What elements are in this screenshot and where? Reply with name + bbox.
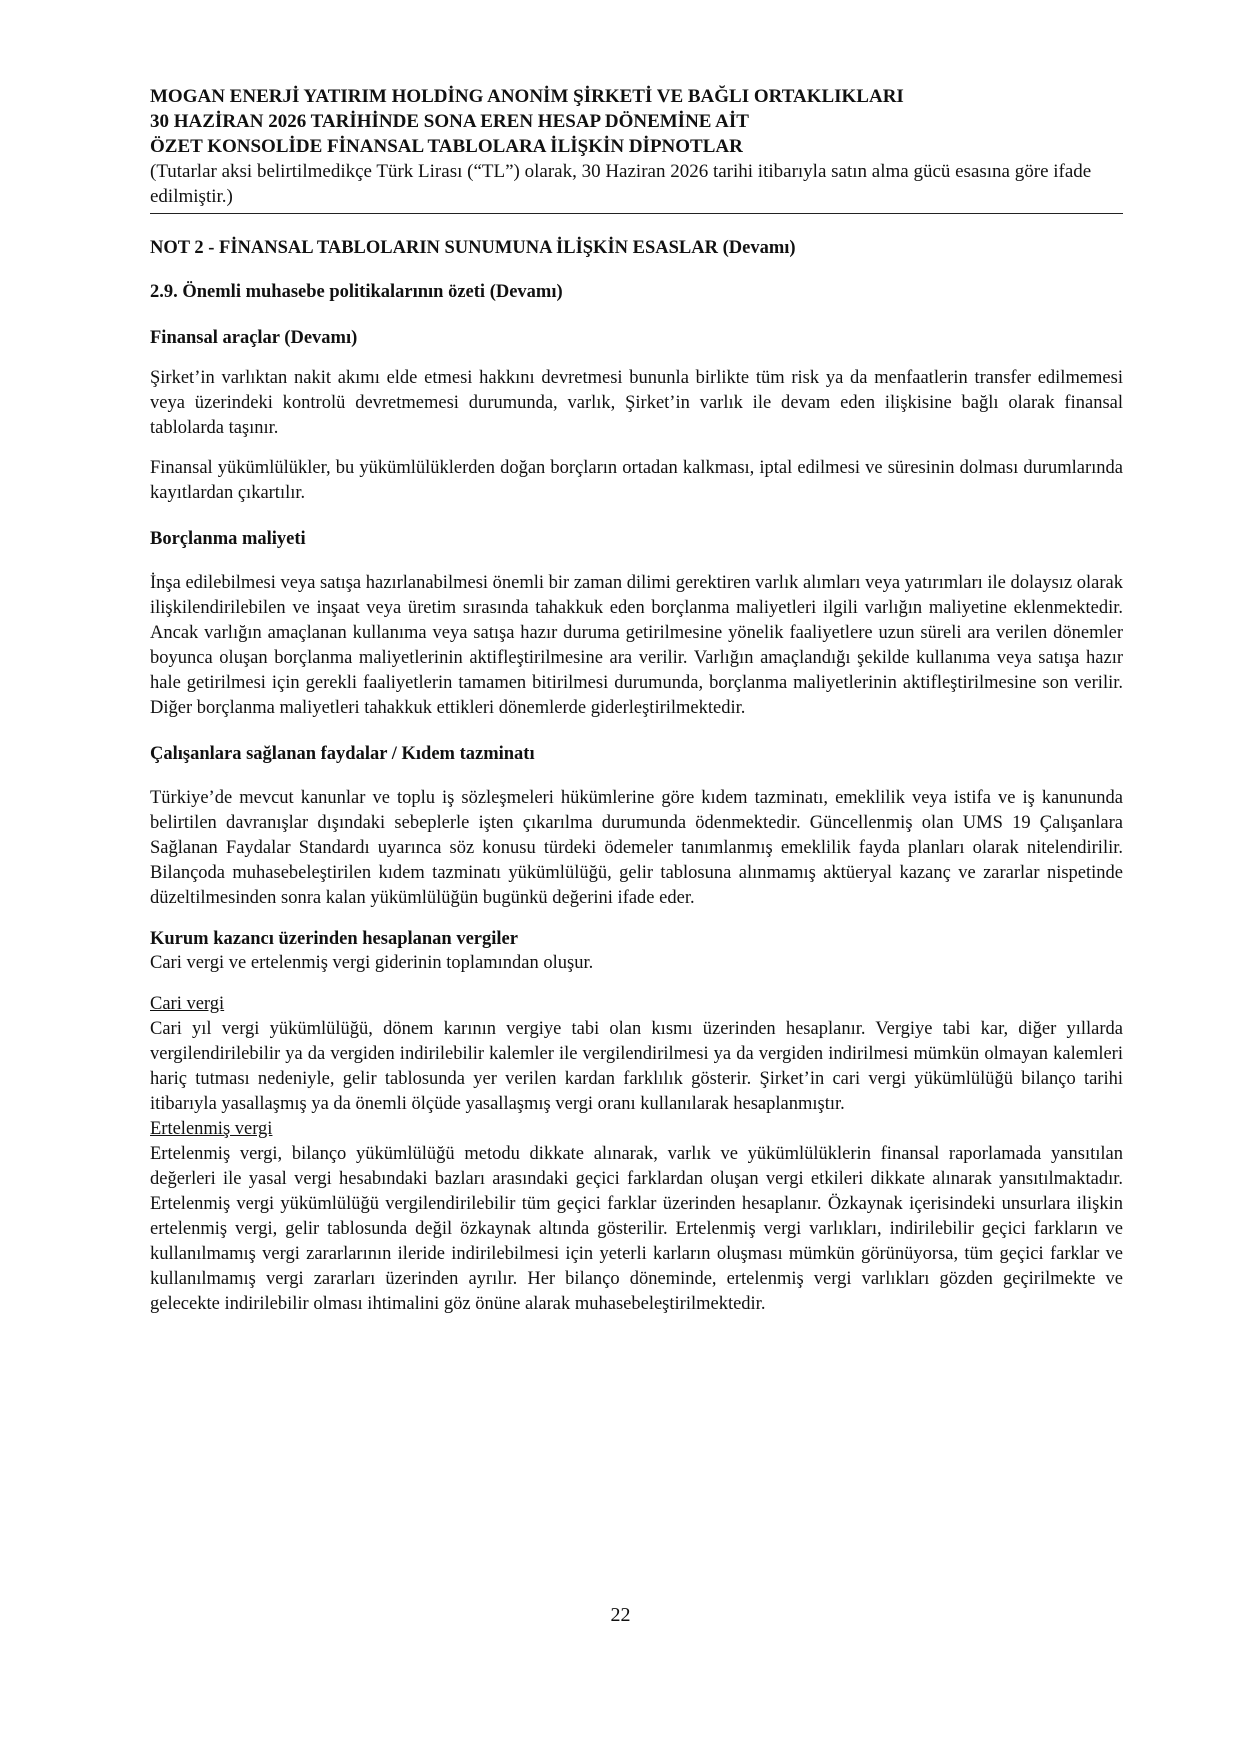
deferred-tax-paragraph: Ertelenmiş vergi, bilanço yükümlülüğü metodu dikkate alınarak, varlık ve yükümlülüklerin finansal raporlamada yansıtılan değerleri ile yasal vergi hesabındaki bazları arasındaki geçici farklardan oluşan vergi etkileri dikkate alınarak yansıtılmaktadır. Ertelenmiş vergi yükümlülüğü vergilendirilebilir tüm geçici farklar üzerinden hesaplanır. Özkaynak içerisindeki unsurlara ilişkin ertelenmiş vergi, gelir tablosunda değil özkaynak altında gösterilir. Ertelenmiş vergi varlıkları, indirilebilir geçici farkların ve kullanılmamış vergi zararlarının ileride indirilebilmesi için yeterli karların oluşması mümkün görünüyorsa, tüm geçici farklar ve kullanılmamış vergi zararları üzerinden ayrılır. Her bilanço döneminde, ertelenmiş vergi varlıkları gözden geçirilmekte ve gelecekte indirilebilir olması ihtimalini göz önüne alarak muhasebeleştirilmektedir. bbox=[150, 1144, 1123, 1314]
company-name: MOGAN ENERJİ YATIRIM HOLDİNG ANONİM ŞİRKETİ VE BAĞLI ORTAKLIKLARI bbox=[150, 86, 904, 107]
section-title: 2.9. Önemli muhasebe politikalarının özeti (Devamı) bbox=[150, 282, 563, 302]
income-tax-intro: Cari vergi ve ertelenmiş vergi giderinin toplamından oluşur. bbox=[150, 953, 594, 973]
current-tax-paragraph: Cari yıl vergi yükümlülüğü, dönem karının vergiye tabi olan kısmı üzerinden hesaplanır. Vergiye tabi kar, diğer yıllarda vergilendirilebilir ya da vergiden indirilebilir kalemler ile vergilendirilmesi ya da vergiden indirilmesi mümkün olmayan kalemleri hariç tutması nedeniyle, gelir tablosunda yer verilen kardan farklılık gösterir. Şirket’in cari vergi yükümlülüğü bilanço tarihi itibarıyla yasallaşmış ya da önemli ölçüde yasallaşmış vergi oranı kullanılarak hesaplanmıştır. bbox=[150, 1019, 1123, 1114]
financial-instruments-paragraph-2: Finansal yükümlülükler, bu yükümlülüklerden doğan borçların ortadan kalkması, iptal edilmesi ve süresinin dolması durumlarında kayıtlardan çıkartılır. bbox=[150, 458, 1123, 503]
statement-title: ÖZET KONSOLİDE FİNANSAL TABLOLARA İLİŞKİN DİPNOTLAR bbox=[150, 136, 743, 157]
employee-benefits-paragraph: Türkiye’de mevcut kanunlar ve toplu iş sözleşmeleri hükümlerine göre kıdem tazminatı, emeklilik veya istifa ve iş kanununda belirtilen davranışlar dışındaki sebeplerle işten çıkarılma durumunda ödenmektedir. Güncellenmiş olan UMS 19 Çalışanlara Sağlanan Faydalar Standardı uyarınca söz konusu türdeki ödemeler tanımlanmış emeklilik fayda planları olarak nitelendirilir. Bilançoda muhasebeleştirilen kıdem tazminatı yükümlülüğü, gelir tablosuna alınmamış aktüeryal kazanç ve zararlar nispetinde düzeltilmesinden sonra kalan yükümlülüğün bugünkü değerini ifade eder. bbox=[150, 788, 1123, 908]
currency-note: (Tutarlar aksi belirtilmedikçe Türk Lirası (“TL”) olarak, 30 Haziran 2026 tarihi itibarıyla satın alma gücü esasına göre ifade edilmiştir.) bbox=[150, 161, 1092, 207]
financial-instruments-heading: Finansal araçlar (Devamı) bbox=[150, 328, 358, 348]
note-title: NOT 2 - FİNANSAL TABLOLARIN SUNUMUNA İLİŞKİN ESASLAR (Devamı) bbox=[150, 238, 796, 258]
document-header bbox=[150, 84, 1123, 214]
borrowing-costs-heading: Borçlanma maliyeti bbox=[150, 529, 306, 549]
page-number: 22 bbox=[610, 1604, 631, 1626]
header-divider bbox=[150, 213, 1123, 214]
deferred-tax-heading: Ertelenmiş vergi bbox=[150, 1119, 273, 1139]
income-tax-heading: Kurum kazancı üzerinden hesaplanan vergiler bbox=[150, 929, 518, 949]
period-line: 30 HAZİRAN 2026 TARİHİNDE SONA EREN HESAP DÖNEMİNE AİT bbox=[150, 111, 749, 132]
current-tax-heading: Cari vergi bbox=[150, 994, 225, 1014]
financial-instruments-paragraph-1: Şirket’in varlıktan nakit akımı elde etmesi hakkını devretmesi bununla birlikte tüm risk ya da menfaatlerin transfer edilmemesi veya üzerindeki kontrolü devretmemesi durumunda, varlık, Şirket’in varlık ile devam eden ilişkisine bağlı olarak finansal tablolarda taşınır. bbox=[150, 368, 1123, 438]
borrowing-costs-paragraph: İnşa edilebilmesi veya satışa hazırlanabilmesi önemli bir zaman dilimi gerektiren varlık alımları veya yatırımları ile dolaysız olarak ilişkilendirilebilen ve inşaat veya üretim sırasında tahakkuk eden borçlanma maliyetleri ilgili varlığın maliyetine eklenmektedir. Ancak varlığın amaçlanan kullanıma veya satışa hazır duruma getirilmesine yönelik faaliyetlere uzun süreli ara verilen dönemler boyunca oluşan borçlanma maliyetlerinin aktifleştirilmesine ara verilir. Varlığın amaçlandığı şekilde kullanıma veya satışa hazır hale getirilmesi için gerekli faaliyetlerin tamamen bitirilmesi durumunda, borçlanma maliyetlerinin aktifleştirilmesine son verilir. Diğer borçlanma maliyetleri tahakkuk ettikleri dönemlerde giderleştirilmektedir. bbox=[150, 573, 1123, 718]
employee-benefits-heading: Çalışanlara sağlanan faydalar / Kıdem tazminatı bbox=[150, 744, 535, 764]
document-page bbox=[150, 84, 1123, 1317]
